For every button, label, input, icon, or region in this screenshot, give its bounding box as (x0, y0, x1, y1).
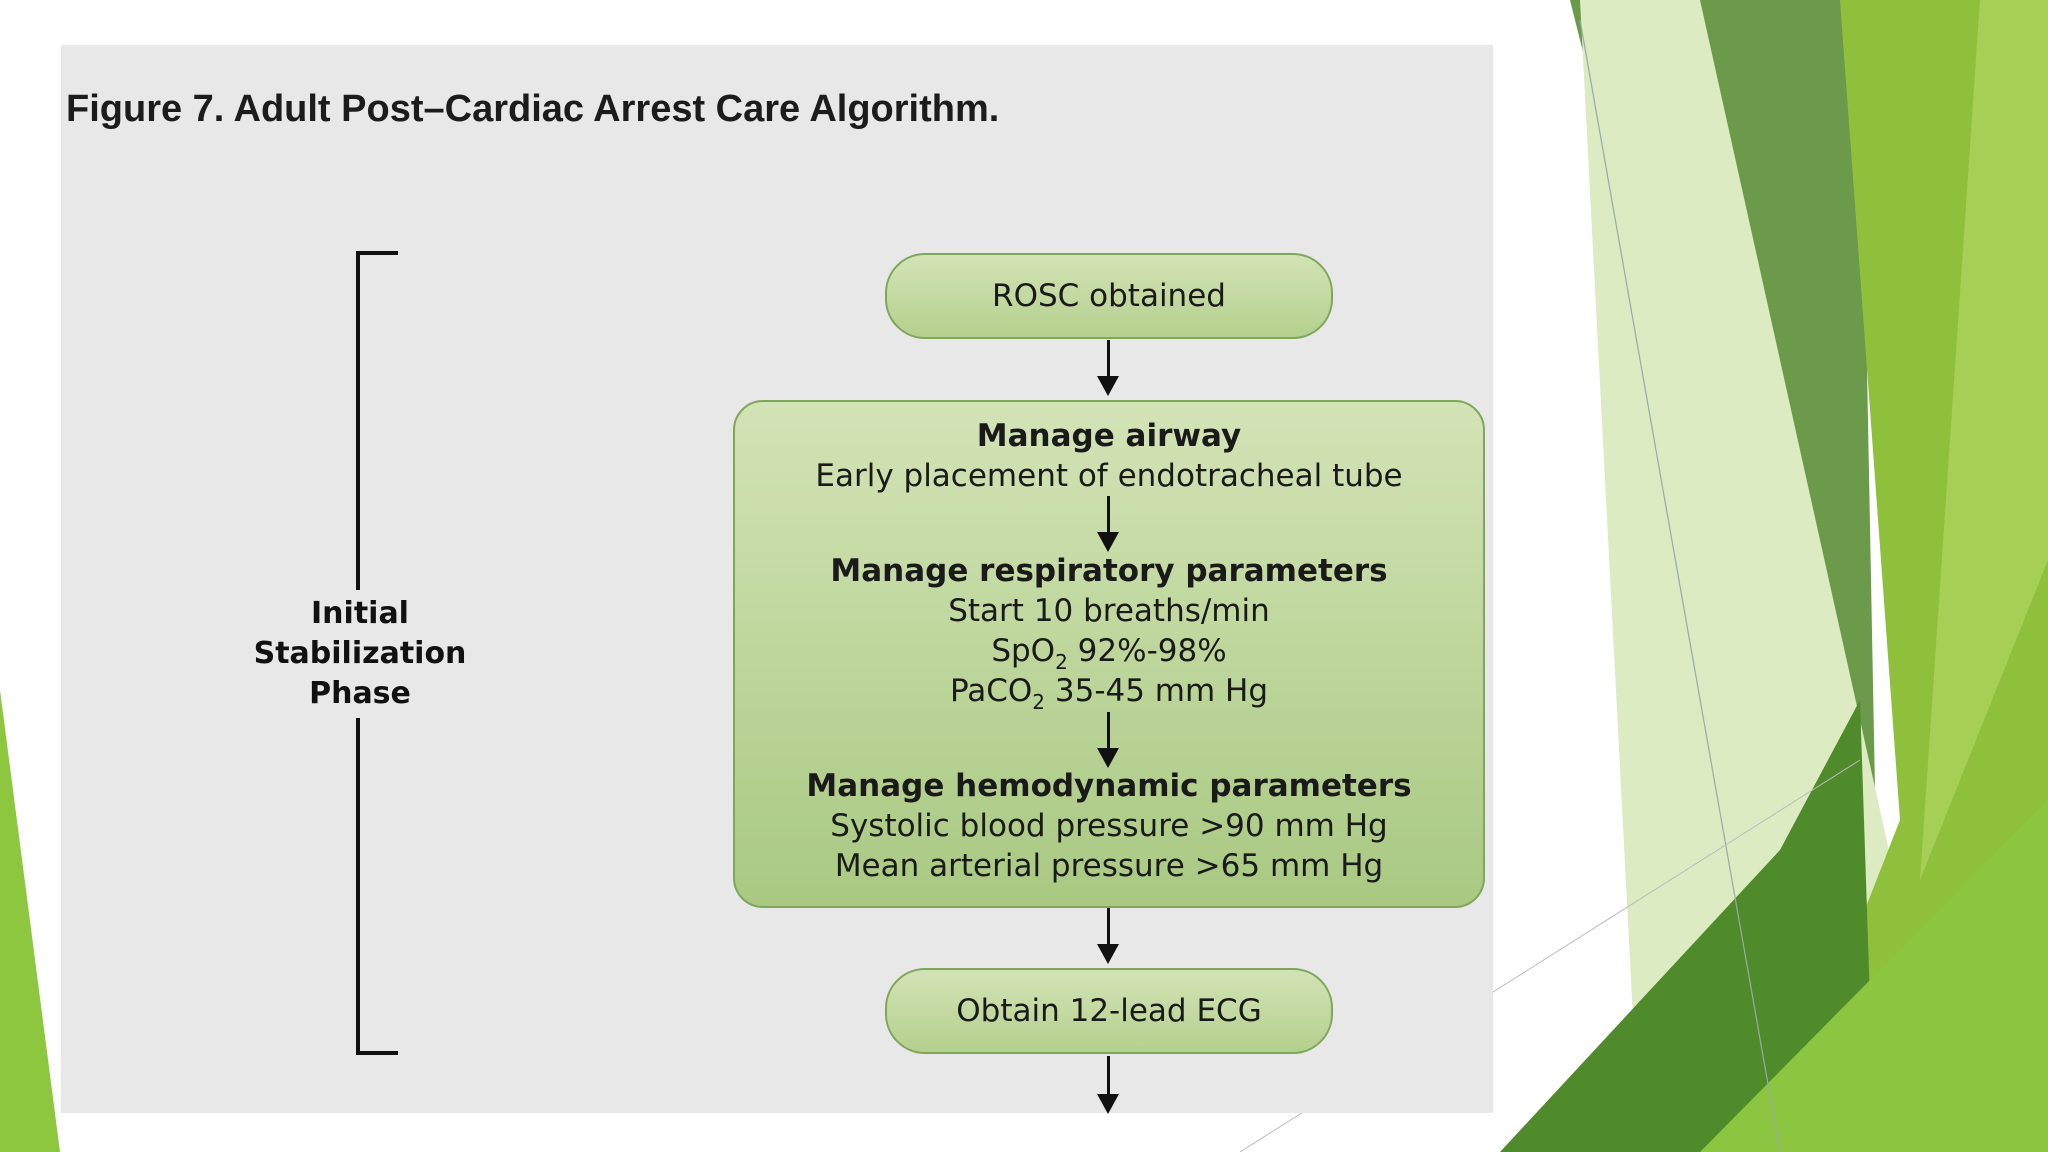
arrow-down-icon (1097, 340, 1119, 396)
phase-label-line2: Stabilization (253, 636, 467, 671)
phase-label (230, 590, 490, 718)
rosc-box (885, 253, 1333, 339)
ecg-box (885, 968, 1333, 1054)
phase-bracket-top (356, 251, 398, 255)
airway-detail: Early placement of endotracheal tube (815, 458, 1403, 494)
spo2-value: 92%-98% (1077, 633, 1227, 669)
figure-title: Figure 7. Adult Post–Cardiac Arrest Care Algorithm. (66, 88, 1000, 130)
paco2-value: 35-45 mm Hg (1054, 673, 1269, 709)
ecg-label: Obtain 12-lead ECG (956, 993, 1262, 1029)
hemo-map: Mean arterial pressure >65 mm Hg (834, 848, 1384, 884)
arrow-down-icon (1097, 1056, 1119, 1114)
hemo-sbp: Systolic blood pressure >90 mm Hg (830, 808, 1388, 844)
paco2-prefix: PaCO (949, 673, 1033, 709)
airway-title: Manage airway (976, 418, 1242, 454)
phase-label-line3: Phase (309, 676, 411, 711)
resp-spo2 (733, 633, 1485, 674)
deco-light-green-left (0, 690, 60, 1152)
spo2-subscript: 2 (1055, 650, 1068, 674)
spo2-prefix: SpO (991, 633, 1056, 669)
resp-paco2 (733, 673, 1485, 714)
hemo-title: Manage hemodynamic parameters (806, 768, 1412, 804)
arrow-down-icon (1097, 908, 1119, 964)
resp-title: Manage respiratory parameters (830, 553, 1388, 589)
arrow-down-icon (1097, 712, 1119, 768)
resp-rate: Start 10 breaths/min (948, 593, 1270, 629)
rosc-label: ROSC obtained (992, 278, 1226, 314)
phase-label-line1: Initial (311, 596, 409, 631)
phase-bracket-bottom (356, 1051, 398, 1055)
arrow-down-icon (1097, 496, 1119, 552)
paco2-subscript: 2 (1032, 690, 1046, 714)
